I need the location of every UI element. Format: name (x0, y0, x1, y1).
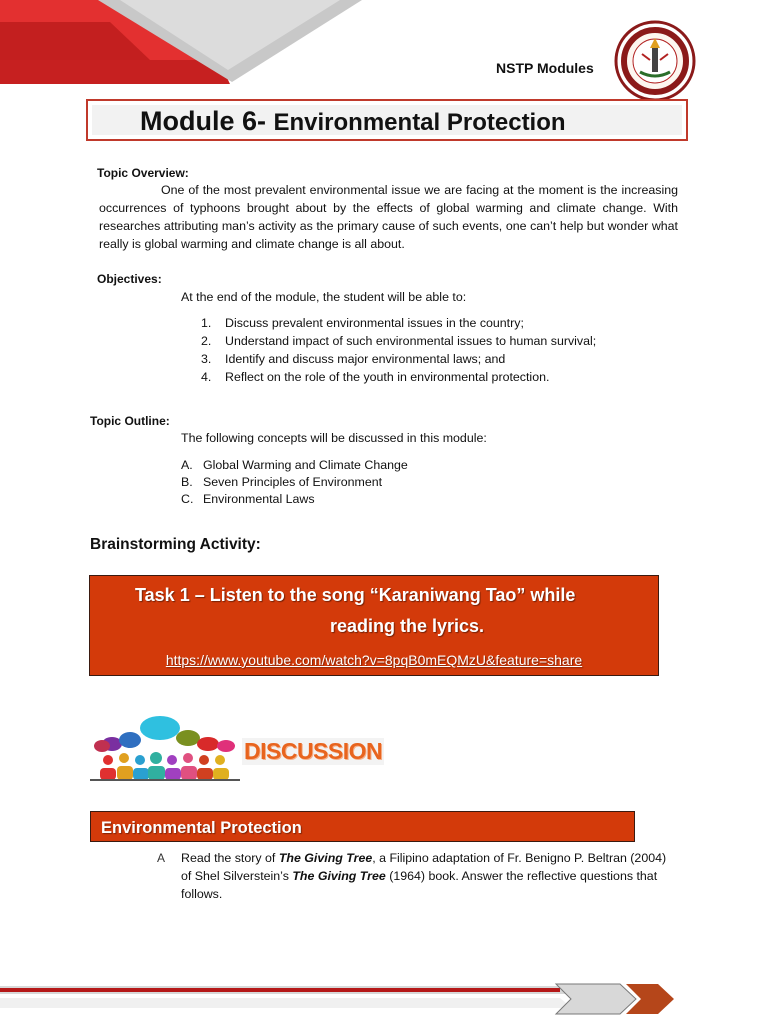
header-banner-art (0, 0, 370, 84)
section-title: Environmental Protection (101, 819, 302, 837)
discussion-wordart: DISCUSSION (244, 738, 383, 764)
section-title-bar (90, 811, 635, 842)
discussion-people-icon (90, 714, 240, 782)
task-line-1: Task 1 – Listen to the song “Karaniwang Tao” while (135, 585, 576, 605)
outline-label: Topic Outline: (90, 414, 170, 428)
story-title: The Giving Tree (278, 851, 373, 865)
objective-item: 3. Identify and discuss major environmental laws; and (201, 352, 506, 366)
outline-item: C. Environmental Laws (181, 492, 315, 506)
outline-item: B. Seven Principles of Environment (181, 475, 383, 489)
story-instruction: Read the story of The Giving Tree, a Filipino adaptation of Fr. Benigno P. Beltran (2004) of Shel Silverstein’s The Giving Tree (1964) book. Answer the reflective questions that follows. (181, 851, 667, 901)
overview-paragraph (99, 181, 678, 253)
outline-intro: The following concepts will be discussed in this module: (181, 431, 487, 445)
overview-label: Topic Overview: (97, 166, 189, 180)
module-title-box (86, 99, 688, 141)
brainstorm-heading: Brainstorming Activity: (90, 536, 261, 553)
story-marker: A (157, 851, 166, 865)
task-line-2: reading the lyrics. (330, 616, 485, 636)
youtube-link[interactable]: https://www.youtube.com/watch?v=8pqB0mEQMzU&feature=share (165, 652, 583, 668)
brand-label: NSTP Modules (496, 60, 594, 76)
module-name: Environmental Protection (273, 109, 566, 136)
module-title (140, 106, 566, 137)
objectives-label: Objectives: (97, 272, 162, 286)
objective-item: 1. Discuss prevalent environmental issues in the country; (201, 316, 524, 330)
overview-text: One of the most prevalent environmental issue we are facing at the moment is the increasing occurrences of typhoons brought about by the effects of global warming and climate change. With researches attributing man’s activity as the primary cause of such events, one can’t help but wonder what really is global warming and climate change is all about. (99, 183, 678, 251)
objectives-intro: At the end of the module, the student will be able to: (181, 290, 467, 304)
objective-item: 2. Understand impact of such environmental issues to human survival; (201, 334, 597, 348)
task-box (89, 575, 659, 676)
objective-item: 4. Reflect on the role of the youth in environmental protection. (201, 370, 550, 384)
module-number: Module 6- (140, 106, 274, 136)
story-title-original: The Giving Tree (292, 869, 386, 883)
university-seal-icon (614, 20, 696, 102)
chevron-arrows-icon (0, 980, 768, 1020)
outline-item: A. Global Warming and Climate Change (181, 458, 408, 472)
